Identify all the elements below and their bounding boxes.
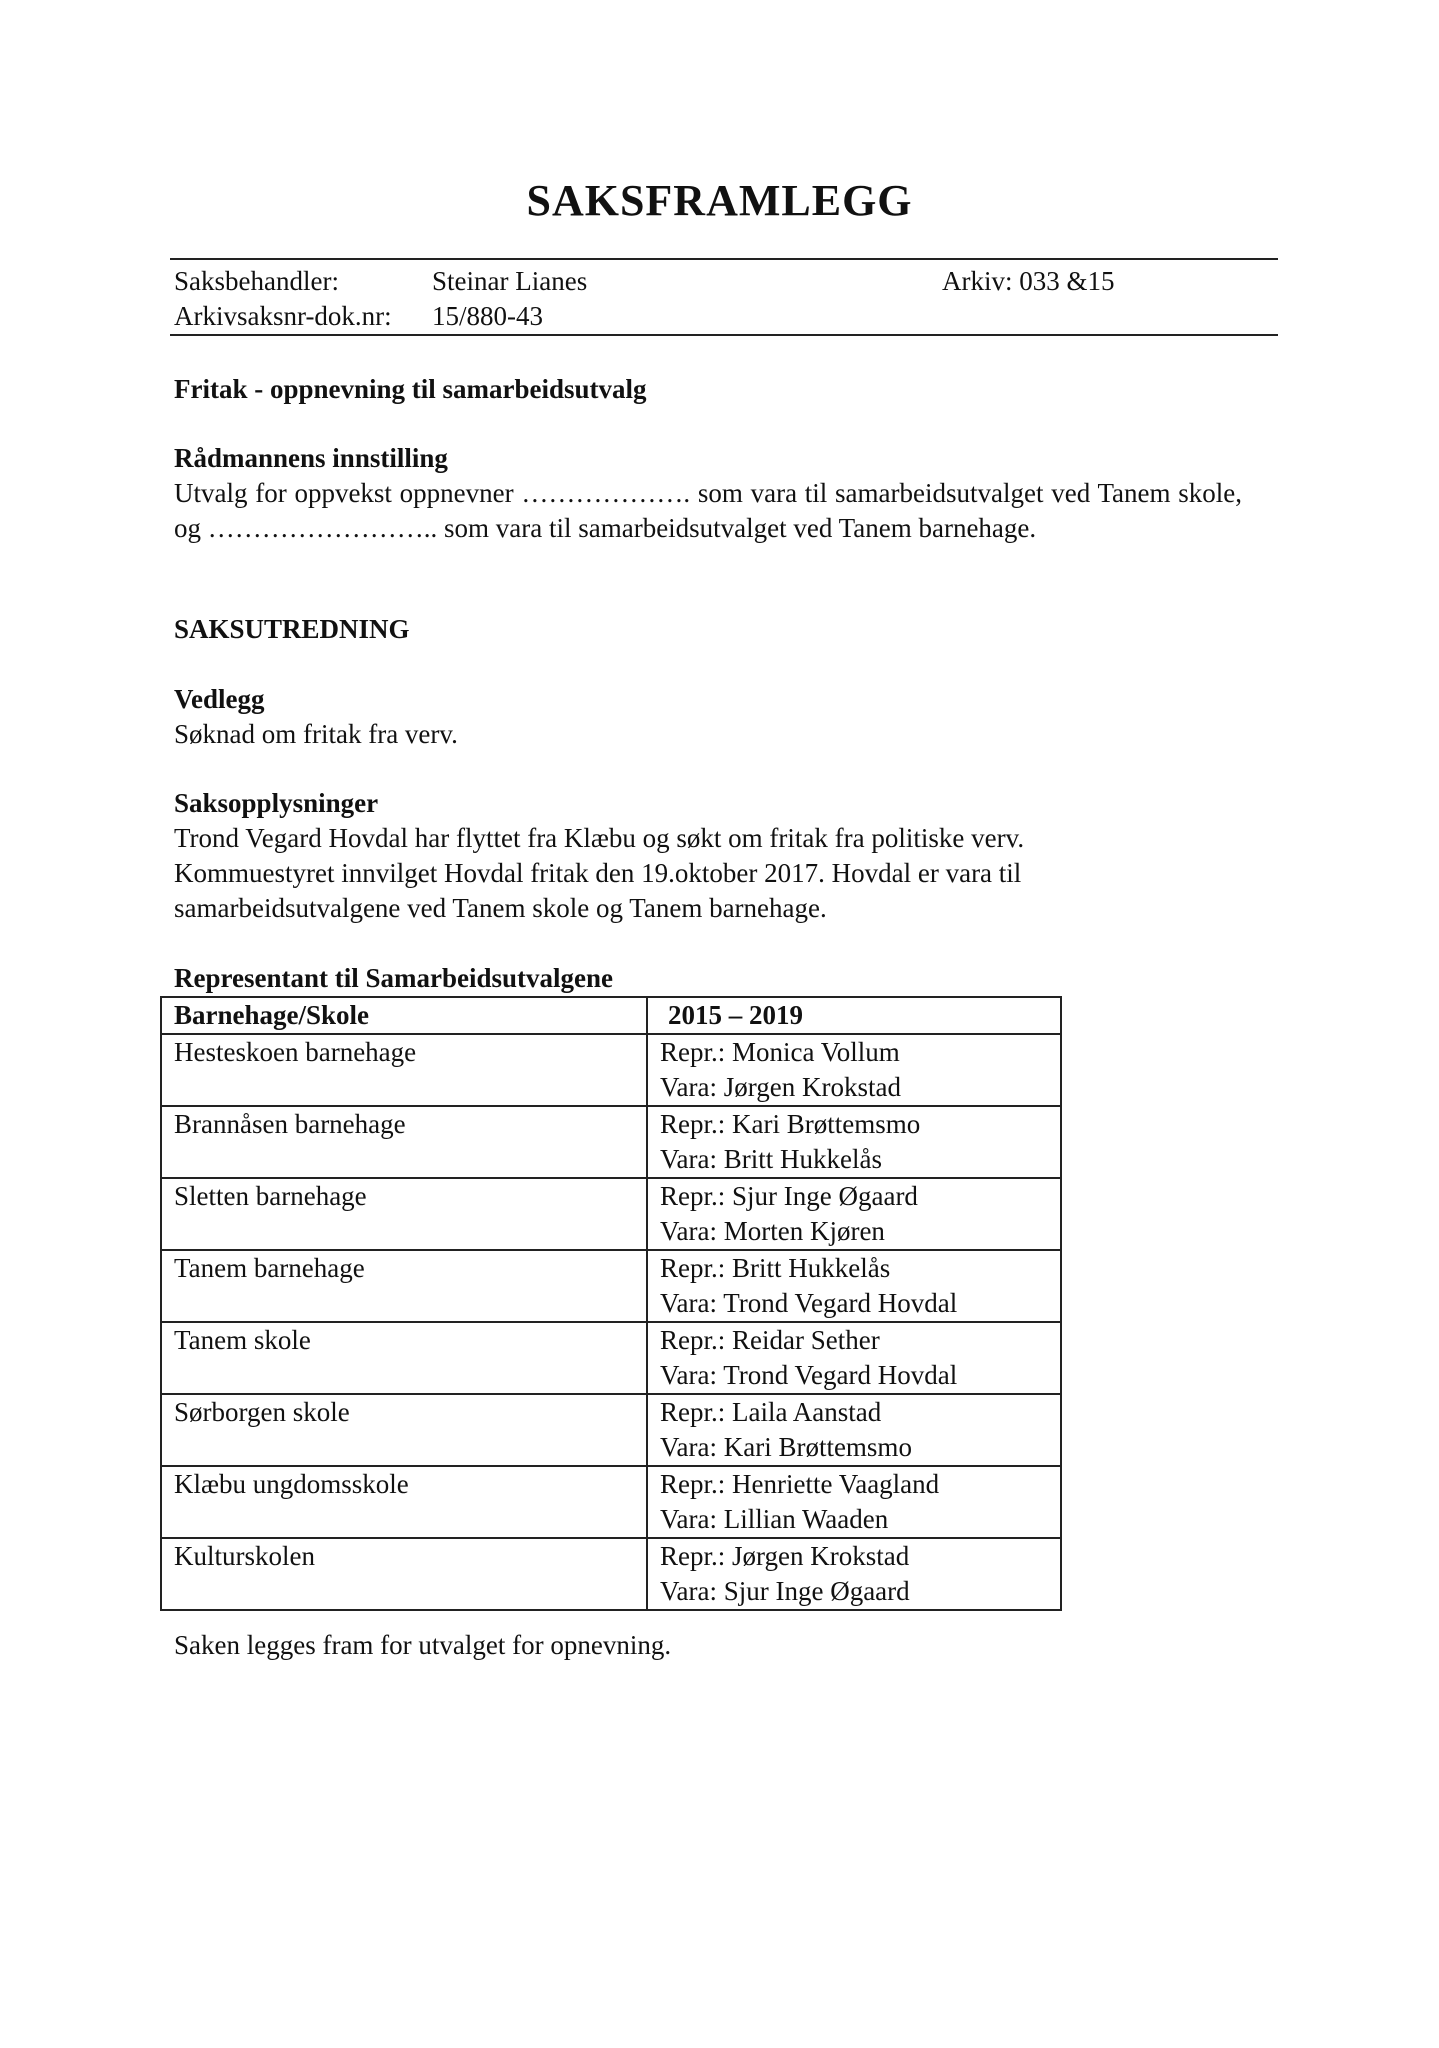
- table-row: [161, 1322, 1061, 1394]
- institution-name: Tanem barnehage: [161, 1250, 647, 1322]
- deputy: Vara: Lillian Waaden: [660, 1504, 889, 1534]
- representative: Repr.: Laila Aanstad: [660, 1397, 882, 1427]
- members-cell: [647, 1322, 1061, 1394]
- vedlegg-text: Søknad om fritak fra verv.: [174, 719, 458, 749]
- deputy: Vara: Trond Vegard Hovdal: [660, 1288, 958, 1318]
- column-header-institution: Barnehage/Skole: [161, 997, 647, 1034]
- institution-name: Brannåsen barnehage: [161, 1106, 647, 1178]
- table-row: [161, 1178, 1061, 1250]
- institution-name: Kulturskolen: [161, 1538, 647, 1610]
- table-row: [161, 1250, 1061, 1322]
- saksbehandler-value: Steinar Lianes: [432, 266, 588, 296]
- deputy: Vara: Trond Vegard Hovdal: [660, 1360, 958, 1390]
- members-cell: [647, 1106, 1061, 1178]
- table-row: [161, 1466, 1061, 1538]
- deputy: Vara: Kari Brøttemsmo: [660, 1432, 912, 1462]
- table-header-row: [161, 997, 1061, 1034]
- document-title: SAKSFRAMLEGG: [526, 176, 913, 225]
- representative: Repr.: Sjur Inge Øgaard: [660, 1181, 918, 1211]
- deputy: Vara: Jørgen Krokstad: [660, 1072, 901, 1102]
- members-cell: [647, 1394, 1061, 1466]
- saksbehandler-label: Saksbehandler:: [174, 266, 339, 296]
- members-cell: [647, 1034, 1061, 1106]
- deputy: Vara: Britt Hukkelås: [660, 1144, 882, 1174]
- case-heading: Fritak - oppnevning til samarbeidsutvalg: [174, 374, 647, 404]
- table-row: [161, 1034, 1061, 1106]
- saksopplysninger-heading: Saksopplysninger: [174, 788, 379, 818]
- members-cell: [647, 1178, 1061, 1250]
- arkiv-code: Arkiv: 033 &15: [942, 266, 1115, 296]
- representative: Repr.: Jørgen Krokstad: [660, 1541, 910, 1571]
- members-cell: [647, 1250, 1061, 1322]
- members-cell: [647, 1466, 1061, 1538]
- vedlegg-heading: Vedlegg: [174, 684, 265, 714]
- institution-name: Hesteskoen barnehage: [161, 1034, 647, 1106]
- arkivsaksnr-label: Arkivsaksnr-dok.nr:: [174, 301, 392, 331]
- institution-name: Klæbu ungdomsskole: [161, 1466, 647, 1538]
- innstilling-text: Utvalg for oppvekst oppnevner ………………. som vara til samarbeidsutvalget ved Tanem skole, og …………………….. som vara til samarbeidsutvalget ved Tanem barnehage.: [174, 478, 1242, 543]
- representative: Repr.: Henriette Vaagland: [660, 1469, 940, 1499]
- table-row: [161, 1394, 1061, 1466]
- representative: Repr.: Reidar Sether: [660, 1325, 880, 1355]
- deputy: Vara: Sjur Inge Øgaard: [660, 1576, 910, 1606]
- saksopplysninger-text: Trond Vegard Hovdal har flyttet fra Klæbu og søkt om fritak fra politiske verv. Kommuestyret innvilget Hovdal fritak den 19.oktober 2017. Hovdal er vara til samarbeidsutvalgene ved Tanem skole og Tanem barnehage.: [174, 823, 1025, 923]
- saksutredning-heading: SAKSUTREDNING: [174, 614, 410, 644]
- top-rule: [170, 258, 1278, 260]
- representative: Repr.: Monica Vollum: [660, 1037, 900, 1067]
- deputy: Vara: Morten Kjøren: [660, 1216, 885, 1246]
- table-row: [161, 1538, 1061, 1610]
- institution-name: Tanem skole: [161, 1322, 647, 1394]
- table-row: [161, 1106, 1061, 1178]
- institution-name: Sletten barnehage: [161, 1178, 647, 1250]
- bottom-rule: [170, 334, 1278, 336]
- closing-text: Saken legges fram for utvalget for opnevning.: [174, 1630, 672, 1660]
- arkivsaksnr-value: 15/880-43: [432, 301, 543, 331]
- representatives-table: [160, 996, 1062, 1611]
- representative: Repr.: Kari Brøttemsmo: [660, 1109, 921, 1139]
- column-header-period: 2015 – 2019: [647, 997, 1061, 1034]
- table-caption: Representant til Samarbeidsutvalgene: [174, 963, 613, 993]
- representative: Repr.: Britt Hukkelås: [660, 1253, 891, 1283]
- innstilling-heading: Rådmannens innstilling: [174, 443, 448, 473]
- members-cell: [647, 1538, 1061, 1610]
- institution-name: Sørborgen skole: [161, 1394, 647, 1466]
